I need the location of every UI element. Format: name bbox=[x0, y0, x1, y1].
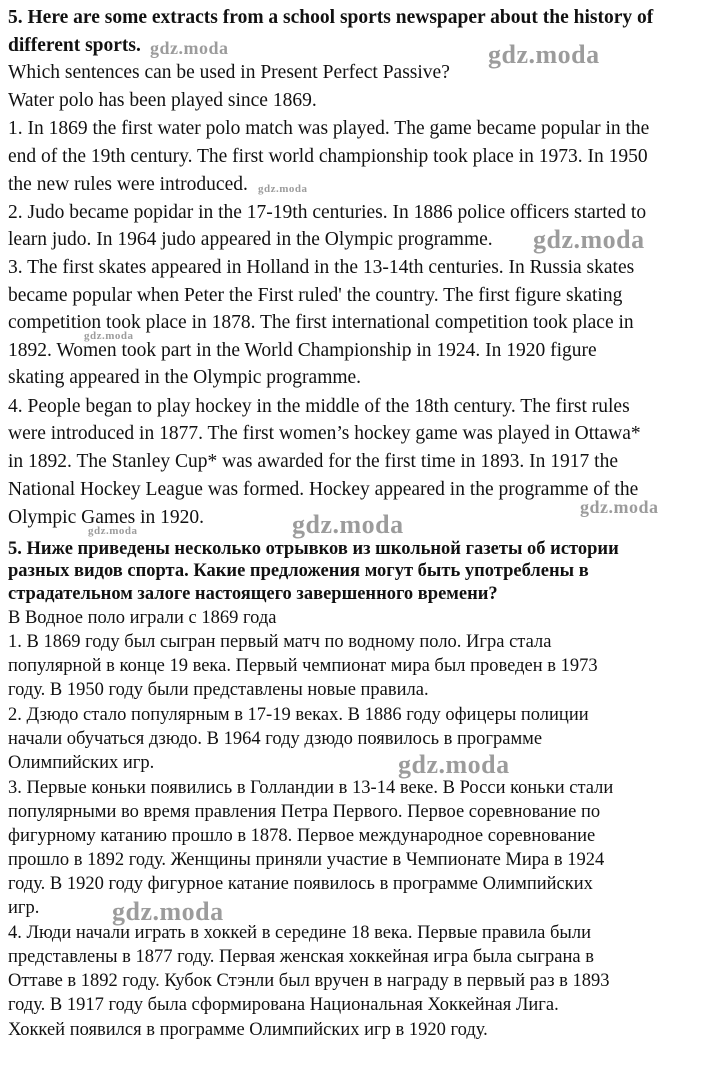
paragraph-line: Хоккей появился в программе Олимпийских игр в 1920 году. bbox=[8, 1020, 488, 1040]
paragraph-line: году. В 1917 году была сформирована Национальная Хоккейная Лига. bbox=[8, 995, 559, 1015]
paragraph-line: году. В 1950 году были представлены новые правила. bbox=[8, 680, 429, 700]
paragraph-line: игр. bbox=[8, 898, 40, 918]
watermark: gdz.moda bbox=[398, 750, 510, 779]
paragraph-line: 3. The first skates appeared in Holland in the 13-14th centuries. In Russia skates bbox=[8, 257, 635, 278]
paragraph-line: Олимпийских игр. bbox=[8, 753, 155, 773]
paragraph-line: году. В 1920 году фигурное катание появилось в программе Олимпийских bbox=[8, 874, 593, 894]
paragraph-line: представлены в 1877 году. Первая женская хоккейная игра была сыграна в bbox=[8, 947, 594, 967]
paragraph-line: the new rules were introduced. bbox=[8, 174, 248, 195]
paragraph-line: популярной в конце 19 века. Первый чемпионат мира был проведен в 1973 bbox=[8, 656, 598, 676]
paragraph-line: 3. Первые коньки появились в Голландии в 13-14 веке. В Росси коньки стали bbox=[8, 778, 614, 798]
paragraph-line: skating appeared in the Olympic programme. bbox=[8, 367, 362, 388]
watermark: gdz.moda bbox=[84, 330, 134, 342]
paragraph-line: were introduced in 1877. The first women’s hockey game was played in Ottawa* bbox=[8, 423, 641, 444]
paragraph-line: Olympic Games in 1920. bbox=[8, 507, 205, 528]
watermark: gdz.moda bbox=[112, 897, 224, 926]
paragraph-line: in 1892. The Stanley Cup* was awarded for the first time in 1893. In 1917 the bbox=[8, 451, 618, 472]
watermark: gdz.moda bbox=[488, 40, 600, 69]
paragraph-line: начали обучаться дзюдо. В 1964 году дзюдо появилось в программе bbox=[8, 729, 543, 749]
paragraph-line: популярными во время правления Петра Первого. Первое соревнование по bbox=[8, 802, 601, 822]
example-sentence-ru: В Водное поло играли с 1869 года bbox=[8, 608, 277, 628]
watermark: gdz.moda bbox=[533, 225, 645, 254]
paragraph-line: 2. Judo became popidar in the 17-19th centuries. In 1886 police officers started to bbox=[8, 202, 647, 223]
paragraph-line: became popular when Peter the First ruled' the country. The first figure skating bbox=[8, 285, 623, 306]
paragraph-line: 4. People began to play hockey in the middle of the 18th century. The first rules bbox=[8, 396, 630, 417]
paragraph-line: end of the 19th century. The first world championship took place in 1973. In 1950 bbox=[8, 146, 648, 167]
paragraph-line: 1. В 1869 году был сыгран первый матч по водному поло. Игра стала bbox=[8, 632, 552, 652]
paragraph-line: прошло в 1892 году. Женщины приняли участие в Чемпионате Мира в 1924 bbox=[8, 850, 605, 870]
watermark: gdz.moda bbox=[150, 38, 229, 58]
paragraph-line: National Hockey League was formed. Hockey appeared in the programme of the bbox=[8, 479, 639, 500]
task-heading-ru-cont: разных видов спорта. Какие предложения могут быть употреблены в bbox=[8, 561, 589, 581]
task-question-en: Which sentences can be used in Present Perfect Passive? bbox=[8, 62, 450, 83]
paragraph-line: 1. In 1869 the first water polo match was played. The game became popular in the bbox=[8, 118, 650, 139]
paragraph-line: 4. Люди начали играть в хоккей в середине 18 века. Первые правила были bbox=[8, 923, 591, 943]
paragraph-line: 1892. Women took part in the World Championship in 1924. In 1920 figure bbox=[8, 340, 597, 361]
watermark: gdz.moda bbox=[292, 510, 404, 539]
watermark: gdz.moda bbox=[88, 525, 138, 537]
watermark: gdz.moda bbox=[580, 497, 659, 517]
paragraph-line: Оттаве в 1892 году. Кубок Стэнли был вручен в награду в первый раз в 1893 bbox=[8, 971, 610, 991]
paragraph-line: фигурному катанию прошло в 1878. Первое международное соревнование bbox=[8, 826, 596, 846]
task-heading-ru-cont: страдательном залоге настоящего завершенного времени? bbox=[8, 584, 498, 604]
paragraph-line: learn judo. In 1964 judo appeared in the Olympic programme. bbox=[8, 229, 493, 250]
paragraph-line: 2. Дзюдо стало популярным в 17-19 веках. В 1886 году офицеры полиции bbox=[8, 705, 589, 725]
example-sentence-en: Water polo has been played since 1869. bbox=[8, 90, 317, 111]
task-heading-ru: 5. Ниже приведены несколько отрывков из школьной газеты об истории bbox=[8, 539, 619, 559]
paragraph-line: competition took place in 1878. The first international competition took place in bbox=[8, 312, 634, 333]
task-heading-en-cont: different sports. bbox=[8, 35, 141, 56]
watermark: gdz.moda bbox=[258, 183, 308, 195]
task-heading-en: 5. Here are some extracts from a school sports newspaper about the history of bbox=[8, 7, 654, 28]
